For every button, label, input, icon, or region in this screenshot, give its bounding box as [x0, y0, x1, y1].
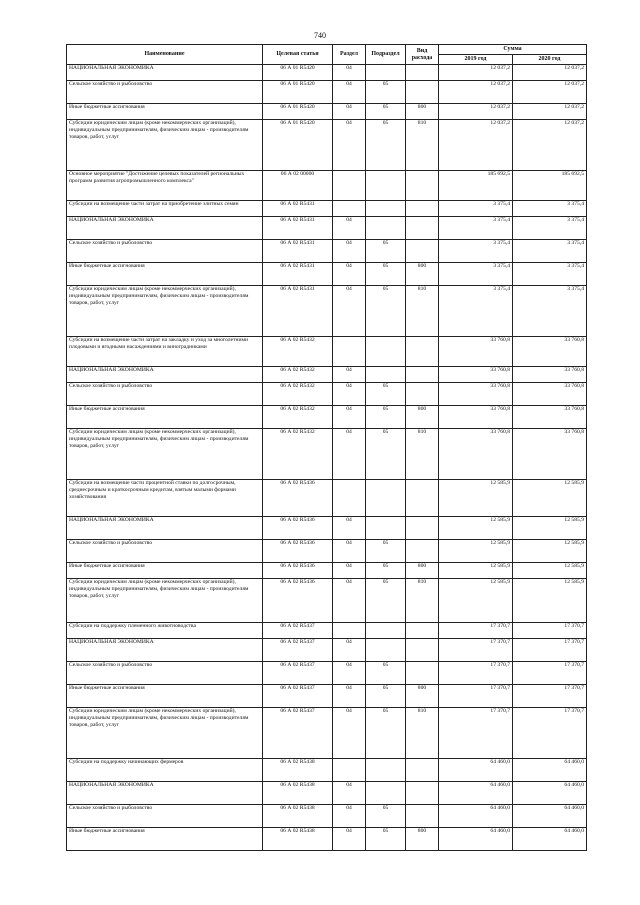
row-type: 810 — [406, 579, 439, 623]
row-type: 800 — [406, 685, 439, 708]
row-name: Основное мероприятие "Достижение целевых показателей региональных программ развития агропромышленного комплекса" — [67, 171, 263, 201]
row-code: 06 А 02 R5436 — [263, 517, 333, 540]
table-row — [67, 263, 587, 286]
row-section: 04 — [333, 406, 366, 429]
row-section: 04 — [333, 662, 366, 685]
row-name: Сельское хозяйство и рыболовство — [67, 662, 263, 685]
row-sum-2019: 3 375,4 — [439, 217, 513, 240]
row-section — [333, 759, 366, 782]
table-row — [67, 65, 587, 81]
row-sum-2019: 64 460,0 — [439, 782, 513, 805]
row-name: НАЦИОНАЛЬНАЯ ЭКОНОМИКА — [67, 517, 263, 540]
row-name: Субсидии на поддержку начинающих фермеров — [67, 759, 263, 782]
table-row — [67, 383, 587, 406]
row-name: Субсидии на возмещение части затрат на закладку и уход за многолетними плодовыми и ягодными насаждениями и виноградниками — [67, 337, 263, 367]
table-row — [67, 782, 587, 805]
row-sum-2019: 12 037,2 — [439, 104, 513, 120]
row-code: 06 А 02 R5432 — [263, 429, 333, 480]
row-sum-2019: 12 037,2 — [439, 120, 513, 171]
table-row — [67, 708, 587, 759]
row-sum-2020: 33 760,8 — [513, 406, 587, 429]
row-code: 06 А 01 R5420 — [263, 65, 333, 81]
row-type — [406, 383, 439, 406]
header-type: Вид расхода — [406, 45, 439, 65]
row-code: 06 А 02 R5431 — [263, 201, 333, 217]
row-type — [406, 540, 439, 563]
row-sum-2019: 17 370,7 — [439, 708, 513, 759]
row-code: 06 А 02 00000 — [263, 171, 333, 201]
row-sum-2019: 17 370,7 — [439, 623, 513, 639]
row-code: 06 А 02 R5438 — [263, 805, 333, 828]
row-sum-2019: 33 760,8 — [439, 406, 513, 429]
table-row — [67, 805, 587, 828]
row-sum-2019: 12 037,2 — [439, 65, 513, 81]
row-sum-2019: 12 585,9 — [439, 517, 513, 540]
table-row — [67, 429, 587, 480]
row-sum-2019: 12 585,9 — [439, 480, 513, 517]
row-section: 04 — [333, 828, 366, 851]
header-year-2020: 2020 год — [513, 55, 587, 65]
row-subsection — [366, 639, 406, 662]
row-code: 06 А 02 R5437 — [263, 623, 333, 639]
row-code: 06 А 02 R5431 — [263, 240, 333, 263]
row-sum-2019: 64 460,0 — [439, 828, 513, 851]
row-subsection — [366, 217, 406, 240]
row-name: Сельское хозяйство и рыболовство — [67, 540, 263, 563]
row-subsection — [366, 201, 406, 217]
row-section: 04 — [333, 517, 366, 540]
row-sum-2020: 33 760,8 — [513, 429, 587, 480]
row-sum-2019: 64 460,0 — [439, 759, 513, 782]
row-name: Иные бюджетные ассигнования — [67, 406, 263, 429]
row-subsection: 05 — [366, 104, 406, 120]
header-name: Наименование — [67, 45, 263, 65]
row-code: 06 А 02 R5436 — [263, 579, 333, 623]
row-code: 06 А 02 R5437 — [263, 685, 333, 708]
row-sum-2019: 12 585,9 — [439, 579, 513, 623]
row-section: 04 — [333, 708, 366, 759]
row-subsection: 05 — [366, 540, 406, 563]
row-section: 04 — [333, 81, 366, 104]
row-code: 06 А 02 R5438 — [263, 782, 333, 805]
row-code: 06 А 02 R5432 — [263, 337, 333, 367]
row-code: 06 А 02 R5437 — [263, 708, 333, 759]
row-subsection: 05 — [366, 286, 406, 337]
row-subsection — [366, 782, 406, 805]
row-sum-2019: 185 692,5 — [439, 171, 513, 201]
row-code: 06 А 02 R5436 — [263, 540, 333, 563]
row-code: 06 А 02 R5431 — [263, 217, 333, 240]
row-sum-2020: 12 585,9 — [513, 480, 587, 517]
row-name: Субсидии юридическим лицам (кроме некоммерческих организаций), индивидуальным предпринимателям, физическим лицам - производителям товаров, работ, услуг — [67, 286, 263, 337]
row-sum-2019: 33 760,8 — [439, 337, 513, 367]
table-row — [67, 685, 587, 708]
row-subsection: 05 — [366, 429, 406, 480]
table-row — [67, 104, 587, 120]
row-sum-2020: 64 460,0 — [513, 828, 587, 851]
row-section: 04 — [333, 540, 366, 563]
row-section: 04 — [333, 782, 366, 805]
row-subsection — [366, 517, 406, 540]
row-name: Сельское хозяйство и рыболовство — [67, 383, 263, 406]
table-row — [67, 367, 587, 383]
row-section — [333, 480, 366, 517]
row-sum-2020: 17 370,7 — [513, 639, 587, 662]
row-type: 800 — [406, 828, 439, 851]
header-section: Раздел — [333, 45, 366, 65]
row-sum-2020: 185 692,5 — [513, 171, 587, 201]
budget-table — [66, 44, 587, 851]
row-section: 04 — [333, 805, 366, 828]
row-section: 04 — [333, 217, 366, 240]
table-row — [67, 623, 587, 639]
row-sum-2020: 17 370,7 — [513, 662, 587, 685]
table-row — [67, 563, 587, 579]
row-code: 06 А 02 R5437 — [263, 639, 333, 662]
row-code: 06 А 02 R5432 — [263, 406, 333, 429]
table-row — [67, 81, 587, 104]
row-subsection: 05 — [366, 81, 406, 104]
row-section: 04 — [333, 563, 366, 579]
row-subsection: 05 — [366, 263, 406, 286]
table-row — [67, 171, 587, 201]
table-row — [67, 540, 587, 563]
row-sum-2019: 17 370,7 — [439, 639, 513, 662]
row-type — [406, 662, 439, 685]
row-sum-2020: 3 375,4 — [513, 240, 587, 263]
row-section: 04 — [333, 286, 366, 337]
row-sum-2020: 64 460,0 — [513, 782, 587, 805]
row-sum-2019: 3 375,4 — [439, 263, 513, 286]
row-sum-2019: 3 375,4 — [439, 201, 513, 217]
row-subsection: 05 — [366, 120, 406, 171]
header-sum: Сумма — [439, 45, 587, 55]
row-subsection: 05 — [366, 708, 406, 759]
row-sum-2020: 64 460,0 — [513, 805, 587, 828]
row-sum-2020: 3 375,4 — [513, 217, 587, 240]
row-sum-2019: 3 375,4 — [439, 240, 513, 263]
row-name: Иные бюджетные ассигнования — [67, 685, 263, 708]
row-name: НАЦИОНАЛЬНАЯ ЭКОНОМИКА — [67, 782, 263, 805]
row-section: 04 — [333, 65, 366, 81]
row-subsection — [366, 367, 406, 383]
header-row — [67, 45, 587, 55]
row-type — [406, 805, 439, 828]
row-type: 800 — [406, 263, 439, 286]
row-sum-2020: 12 037,2 — [513, 120, 587, 171]
row-sum-2019: 12 037,2 — [439, 81, 513, 104]
row-type — [406, 171, 439, 201]
row-type — [406, 217, 439, 240]
row-sum-2020: 12 037,2 — [513, 104, 587, 120]
table-row — [67, 120, 587, 171]
row-subsection — [366, 759, 406, 782]
row-sum-2020: 12 585,9 — [513, 517, 587, 540]
table-row — [67, 480, 587, 517]
row-type — [406, 367, 439, 383]
row-name: НАЦИОНАЛЬНАЯ ЭКОНОМИКА — [67, 367, 263, 383]
row-section — [333, 623, 366, 639]
row-section: 04 — [333, 120, 366, 171]
row-type — [406, 759, 439, 782]
row-subsection: 05 — [366, 805, 406, 828]
row-subsection: 05 — [366, 662, 406, 685]
row-code: 06 А 02 R5436 — [263, 480, 333, 517]
row-name: Сельское хозяйство и рыболовство — [67, 805, 263, 828]
row-type — [406, 337, 439, 367]
row-sum-2020: 12 585,9 — [513, 563, 587, 579]
row-sum-2020: 64 460,0 — [513, 759, 587, 782]
row-type: 800 — [406, 563, 439, 579]
row-subsection: 05 — [366, 685, 406, 708]
row-section: 04 — [333, 639, 366, 662]
row-type — [406, 201, 439, 217]
row-sum-2019: 3 375,4 — [439, 286, 513, 337]
row-type: 810 — [406, 286, 439, 337]
row-name: Субсидии юридическим лицам (кроме некоммерческих организаций), индивидуальным предпринимателям, физическим лицам - производителям товаров, работ, услуг — [67, 579, 263, 623]
row-code: 06 А 01 R5420 — [263, 81, 333, 104]
row-section — [333, 201, 366, 217]
row-name: Субсидии на поддержку племенного животноводства — [67, 623, 263, 639]
row-subsection: 05 — [366, 828, 406, 851]
row-subsection: 05 — [366, 563, 406, 579]
table-body — [67, 65, 587, 851]
row-subsection: 05 — [366, 383, 406, 406]
table-row — [67, 759, 587, 782]
row-sum-2019: 33 760,8 — [439, 367, 513, 383]
row-sum-2020: 12 037,2 — [513, 65, 587, 81]
header-code: Целевая статья — [263, 45, 333, 65]
row-sum-2020: 12 585,9 — [513, 540, 587, 563]
row-code: 06 А 01 R5420 — [263, 120, 333, 171]
row-sum-2020: 3 375,4 — [513, 286, 587, 337]
row-section: 04 — [333, 383, 366, 406]
row-subsection: 05 — [366, 579, 406, 623]
table-row — [67, 639, 587, 662]
row-sum-2019: 33 760,8 — [439, 383, 513, 406]
row-subsection — [366, 337, 406, 367]
row-code: 06 А 02 R5431 — [263, 286, 333, 337]
row-name: Субсидии юридическим лицам (кроме некоммерческих организаций), индивидуальным предпринимателям, физическим лицам - производителям товаров, работ, услуг — [67, 429, 263, 480]
row-name: Иные бюджетные ассигнования — [67, 263, 263, 286]
row-subsection — [366, 171, 406, 201]
row-name: Иные бюджетные ассигнования — [67, 104, 263, 120]
row-sum-2020: 33 760,8 — [513, 383, 587, 406]
row-section: 04 — [333, 685, 366, 708]
table-row — [67, 337, 587, 367]
row-code: 06 А 02 R5431 — [263, 263, 333, 286]
row-type — [406, 517, 439, 540]
row-sum-2020: 12 585,9 — [513, 579, 587, 623]
row-code: 06 А 02 R5432 — [263, 367, 333, 383]
row-type: 810 — [406, 708, 439, 759]
row-name: Субсидии юридическим лицам (кроме некоммерческих организаций), индивидуальным предпринимателям, физическим лицам - производителям товаров, работ, услуг — [67, 120, 263, 171]
row-sum-2019: 17 370,7 — [439, 685, 513, 708]
row-name: НАЦИОНАЛЬНАЯ ЭКОНОМИКА — [67, 217, 263, 240]
row-subsection — [366, 65, 406, 81]
row-type — [406, 623, 439, 639]
header-year-2019: 2019 год — [439, 55, 513, 65]
row-name: Иные бюджетные ассигнования — [67, 563, 263, 579]
row-sum-2020: 3 375,4 — [513, 263, 587, 286]
row-section: 04 — [333, 240, 366, 263]
row-type — [406, 480, 439, 517]
row-name: Субсидии на возмещение части процентной ставки по долгосрочным, среднесрочным и краткосрочным кредитам, взятым малыми формами хозяйствования — [67, 480, 263, 517]
row-section: 04 — [333, 104, 366, 120]
row-sum-2019: 33 760,8 — [439, 429, 513, 480]
row-section: 04 — [333, 263, 366, 286]
header-subsection: Подраздел — [366, 45, 406, 65]
row-type — [406, 81, 439, 104]
row-type: 800 — [406, 406, 439, 429]
row-section: 04 — [333, 429, 366, 480]
row-section: 04 — [333, 367, 366, 383]
row-subsection — [366, 623, 406, 639]
row-code: 06 А 02 R5432 — [263, 383, 333, 406]
row-sum-2020: 12 037,2 — [513, 81, 587, 104]
table-row — [67, 217, 587, 240]
row-sum-2020: 17 370,7 — [513, 623, 587, 639]
row-name: Субсидии юридическим лицам (кроме некоммерческих организаций), индивидуальным предпринимателям, физическим лицам - производителям товаров, работ, услуг — [67, 708, 263, 759]
row-type: 800 — [406, 104, 439, 120]
row-type — [406, 782, 439, 805]
row-code: 06 А 01 R5420 — [263, 104, 333, 120]
row-sum-2020: 17 370,7 — [513, 708, 587, 759]
table-row — [67, 240, 587, 263]
table-row — [67, 286, 587, 337]
row-name: Иные бюджетные ассигнования — [67, 828, 263, 851]
row-type: 810 — [406, 429, 439, 480]
row-name: Субсидии на возмещение части затрат на приобретение элитных семян — [67, 201, 263, 217]
row-section: 04 — [333, 579, 366, 623]
row-sum-2019: 12 585,9 — [439, 563, 513, 579]
row-name: Сельское хозяйство и рыболовство — [67, 81, 263, 104]
row-sum-2019: 12 585,9 — [439, 540, 513, 563]
row-type — [406, 639, 439, 662]
table-row — [67, 662, 587, 685]
row-type: 810 — [406, 120, 439, 171]
row-section — [333, 171, 366, 201]
row-name: Сельское хозяйство и рыболовство — [67, 240, 263, 263]
table-row — [67, 517, 587, 540]
row-type — [406, 240, 439, 263]
row-section — [333, 337, 366, 367]
row-sum-2020: 3 375,4 — [513, 201, 587, 217]
row-sum-2019: 17 370,7 — [439, 662, 513, 685]
row-subsection — [366, 480, 406, 517]
row-code: 06 А 02 R5437 — [263, 662, 333, 685]
row-subsection: 05 — [366, 406, 406, 429]
row-code: 06 А 02 R5438 — [263, 828, 333, 851]
row-sum-2019: 64 460,0 — [439, 805, 513, 828]
row-subsection: 05 — [366, 240, 406, 263]
row-name: НАЦИОНАЛЬНАЯ ЭКОНОМИКА — [67, 639, 263, 662]
table-row — [67, 201, 587, 217]
page-number: 740 — [314, 31, 326, 40]
row-type — [406, 65, 439, 81]
row-sum-2020: 17 370,7 — [513, 685, 587, 708]
row-sum-2020: 33 760,8 — [513, 337, 587, 367]
row-name: НАЦИОНАЛЬНАЯ ЭКОНОМИКА — [67, 65, 263, 81]
table-row — [67, 579, 587, 623]
row-code: 06 А 02 R5438 — [263, 759, 333, 782]
row-sum-2020: 33 760,8 — [513, 367, 587, 383]
table-row — [67, 406, 587, 429]
table-row — [67, 828, 587, 851]
row-code: 06 А 02 R5436 — [263, 563, 333, 579]
